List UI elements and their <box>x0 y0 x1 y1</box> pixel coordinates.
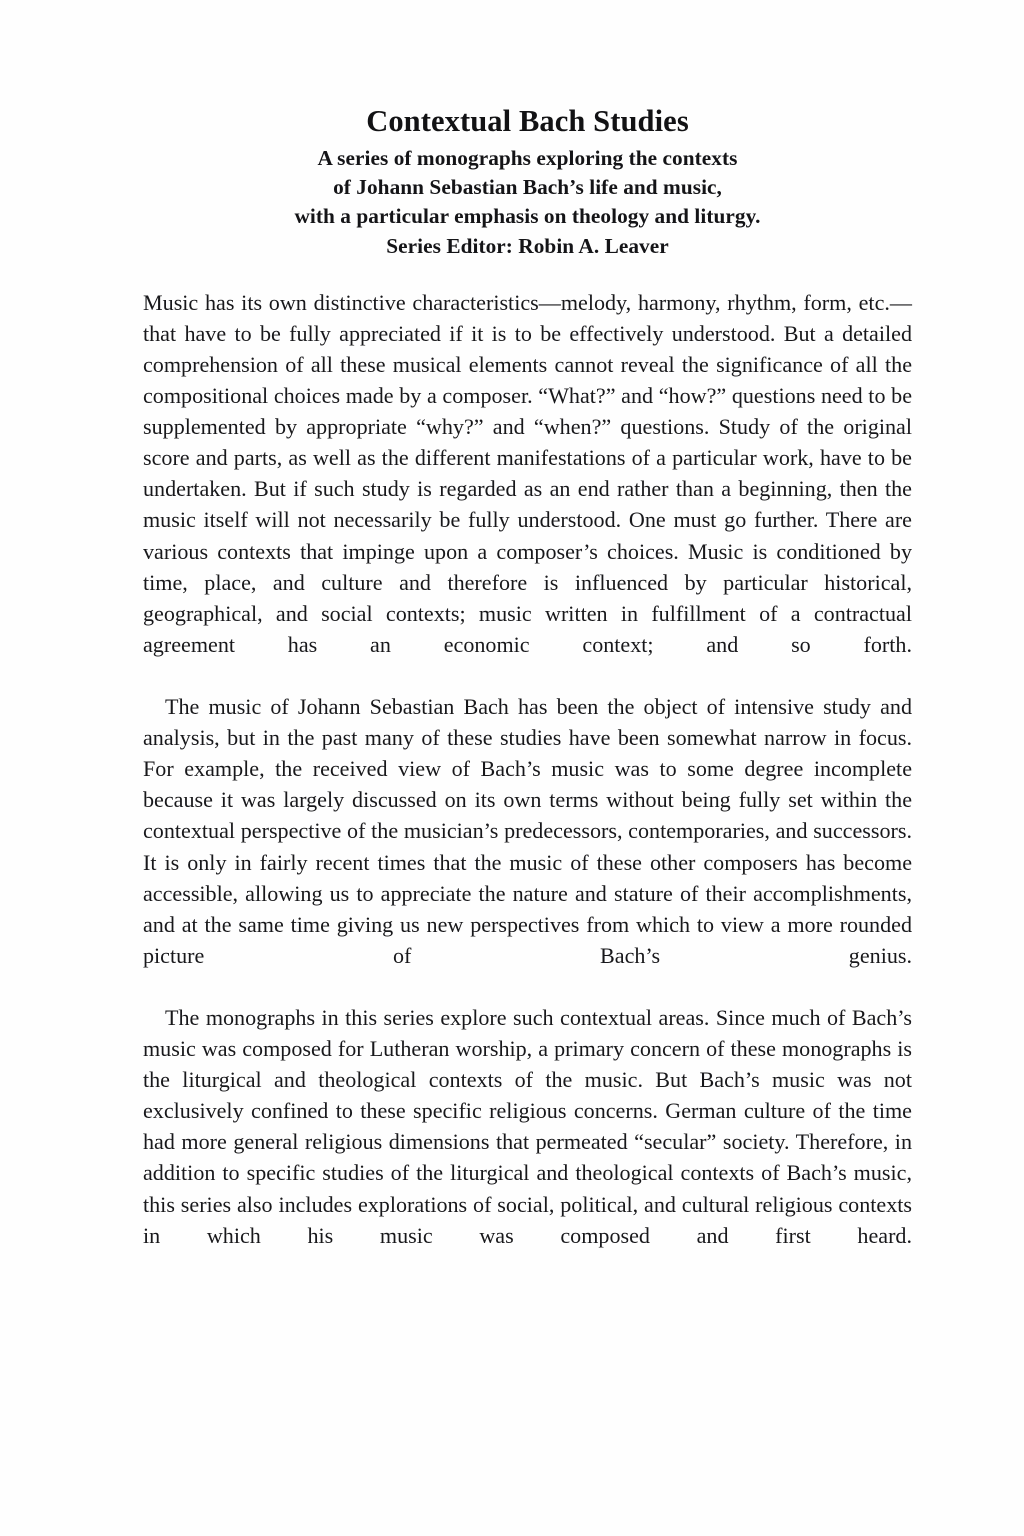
page-title: Contextual Bach Studies <box>366 104 689 138</box>
series-subtitle-line-2: of Johann Sebastian Bach’s life and music, <box>333 175 722 200</box>
page-content-column <box>143 0 912 1282</box>
body-paragraph-2: The music of Johann Sebastian Bach has been the object of intensive study and analysis, but in the past many of these studies have been somewhat narrow in focus. For example, the received view of Bach’s music was to some degree incomplete because it was largely discussed on its own terms without being fully set within the contextual perspective of the musician’s predecessors, contemporaries, and successors. It is only in fairly recent times that the music of these other composers has become accessible, allowing us to appreciate the nature and stature of their accomplishments, and at the same time giving us new perspectives from which to view a more rounded picture of Bach’s genius. <box>143 694 912 968</box>
series-masthead <box>143 0 912 261</box>
body-paragraph-3: The monographs in this series explore such contextual areas. Since much of Bach’s music was composed for Lutheran worship, a primary concern of these monographs is the liturgical and theological contexts of the music. But Bach’s music was not exclusively confined to these specific religious concerns. German culture of the time had more general religious dimensions that permeated “secular” society. Therefore, in addition to specific studies of the liturgical and theological contexts of Bach’s music, this series also includes explorations of social, political, and cultural religious contexts in which his music was composed and first heard. <box>143 1004 912 1248</box>
series-subtitle-line-1: A series of monographs exploring the contexts <box>317 146 738 170</box>
body-paragraph-1: Music has its own distinctive characteristics—melody, harmony, rhythm, form, etc.—that have to be fully appreciated if it is to be effectively understood. But a detailed comprehension of all these musical elements cannot reveal the significance of all the compositional choices made by a composer. “What?” and “how?” questions need to be supplemented by appropriate “why?” and “when?” questions. Study of the original score and parts, as well as the different manifestations of a particular work, have to be undertaken. But if such study is regarded as an end rather than a beginning, then the music itself will not necessarily be fully understood. One must go further. There are various contexts that impinge upon a composer’s choices. Music is conditioned by time, place, and culture and therefore is influenced by particular historical, geographical, and social contexts; music written in fulfillment of a contractual agreement has an economic context; and so forth. <box>143 289 912 657</box>
body-text <box>143 261 912 1282</box>
series-subtitle-line-3: with a particular emphasis on theology and liturgy. <box>294 204 761 229</box>
series-editor-line: Series Editor: Robin A. Leaver <box>386 233 669 258</box>
